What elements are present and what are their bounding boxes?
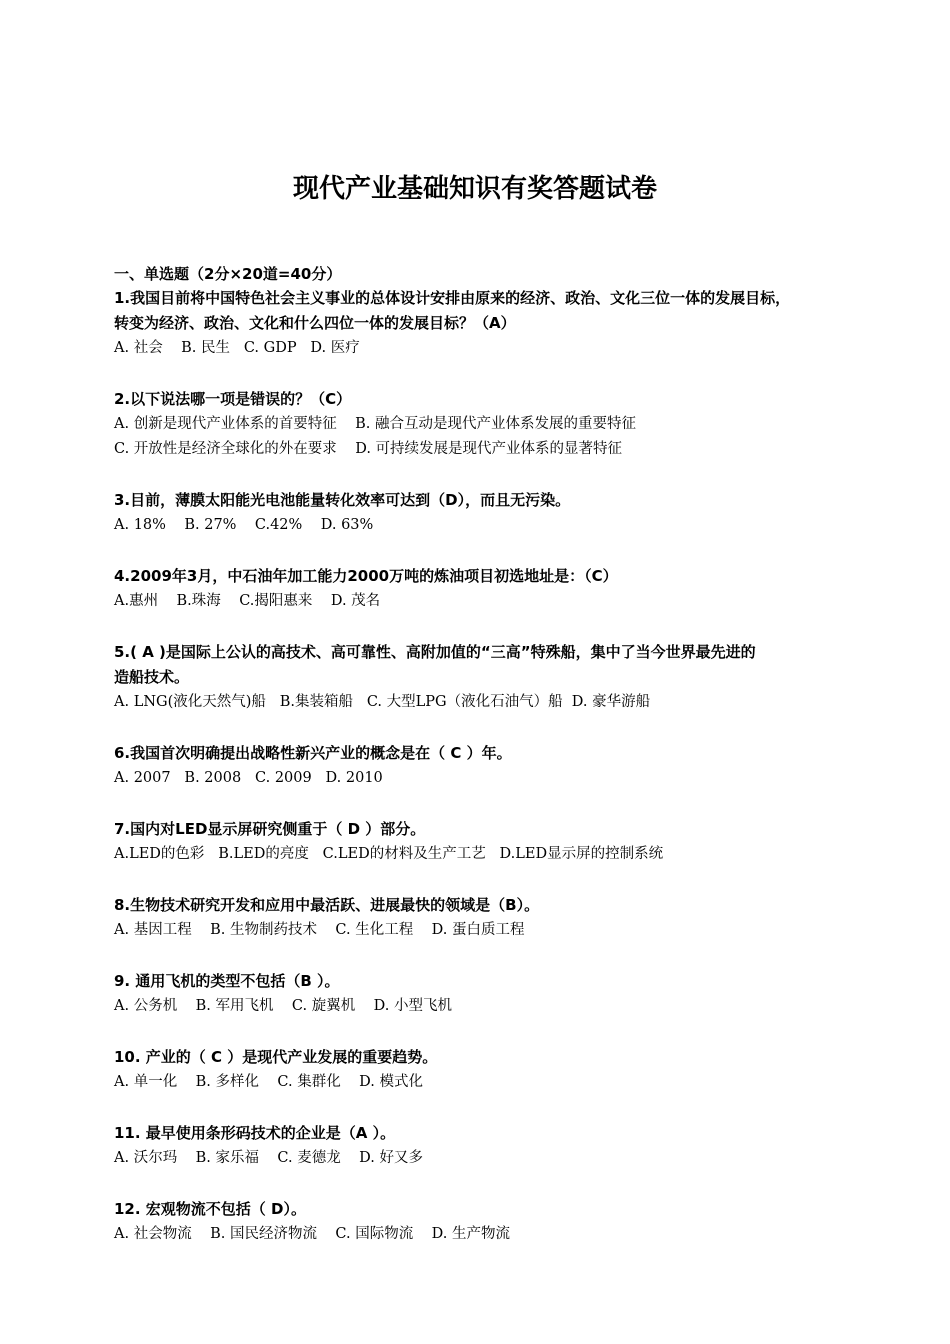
document-title: 现代产业基础知识有奖答题试卷 <box>292 174 657 204</box>
answer-options: A. 创新是现代产业体系的首要特征 B. 融合互动是现代产业体系发展的重要特征 <box>114 416 636 432</box>
question-text: 转变为经济、政治、文化和什么四位一体的发展目标？（A） <box>114 314 516 332</box>
question-text: 7.国内对LED显示屏研究侧重于（ D ）部分。 <box>114 820 426 838</box>
answer-options: A. 2007 B. 2008 C. 2009 D. 2010 <box>114 770 383 786</box>
answer-options: A. 基因工程 B. 生物制药技术 C. 生化工程 D. 蛋白质工程 <box>114 922 525 938</box>
question-text: 1.我国目前将中国特色社会主义事业的总体设计安排由原来的经济、政治、文化三位一体的发展目标， <box>114 289 791 307</box>
question-text: 9. 通用飞机的类型不包括（B ）。 <box>114 972 340 990</box>
answer-options: A. 社会 B. 民生 C. GDP D. 医疗 <box>114 340 360 356</box>
question-text: 8.生物技术研究开发和应用中最活跃、进展最快的领域是（B）。 <box>114 896 540 914</box>
answer-options: A. LNG(液化天然气)船 B.集装箱船 C. 大型LPG（液化石油气）船 D. 豪华游船 <box>114 694 651 710</box>
answer-options: A. 沃尔玛 B. 家乐福 C. 麦德龙 D. 好又多 <box>114 1150 423 1166</box>
question-2 <box>114 387 854 462</box>
question-text: 3.目前，薄膜太阳能光电池能量转化效率可达到（D），而且无污染。 <box>114 491 571 509</box>
question-text: 12. 宏观物流不包括（ D）。 <box>114 1200 306 1218</box>
question-6 <box>114 741 854 791</box>
question-text: 造船技术。 <box>114 668 190 686</box>
question-10 <box>114 1045 854 1095</box>
question-text: 4.2009年3月，中石油年加工能力2000万吨的炼油项目初选地址是：（C） <box>114 567 618 585</box>
question-text: 10. 产业的（ C ）是现代产业发展的重要趋势。 <box>114 1048 438 1066</box>
question-5 <box>114 640 854 715</box>
answer-options: A.LED的色彩 B.LED的亮度 C.LED的材料及生产工艺 D.LED显示屏的控制系统 <box>114 846 664 862</box>
answer-options: A. 单一化 B. 多样化 C. 集群化 D. 模式化 <box>114 1074 423 1090</box>
answer-options: A.惠州 B.珠海 C.揭阳惠来 D. 茂名 <box>114 593 381 609</box>
question-9 <box>114 969 854 1019</box>
question-1 <box>114 286 854 361</box>
question-list <box>114 286 854 1247</box>
answer-options: A. 18% B. 27% C.42% D. 63% <box>114 517 374 533</box>
question-4 <box>114 564 854 614</box>
question-text: 5.( A )是国际上公认的高技术、高可靠性、高附加值的“三高”特殊船，集中了当今世界最先进的 <box>114 643 756 661</box>
question-11 <box>114 1121 854 1171</box>
answer-options: A. 公务机 B. 军用飞机 C. 旋翼机 D. 小型飞机 <box>114 998 452 1014</box>
question-text: 2.以下说法哪一项是错误的？（C） <box>114 390 352 408</box>
question-8 <box>114 893 854 943</box>
answer-options: A. 社会物流 B. 国民经济物流 C. 国际物流 D. 生产物流 <box>114 1226 510 1242</box>
question-text: 11. 最早使用条形码技术的企业是（A ）。 <box>114 1124 396 1142</box>
question-3 <box>114 488 854 538</box>
question-7 <box>114 817 854 867</box>
question-text: 6.我国首次明确提出战略性新兴产业的概念是在（ C ）年。 <box>114 744 512 762</box>
exam-content <box>114 262 854 1273</box>
question-12 <box>114 1197 854 1247</box>
answer-options: C. 开放性是经济全球化的外在要求 D. 可持续发展是现代产业体系的显著特征 <box>114 441 623 457</box>
section-title: 一、单选题（2分×20道=40分） <box>114 265 342 283</box>
